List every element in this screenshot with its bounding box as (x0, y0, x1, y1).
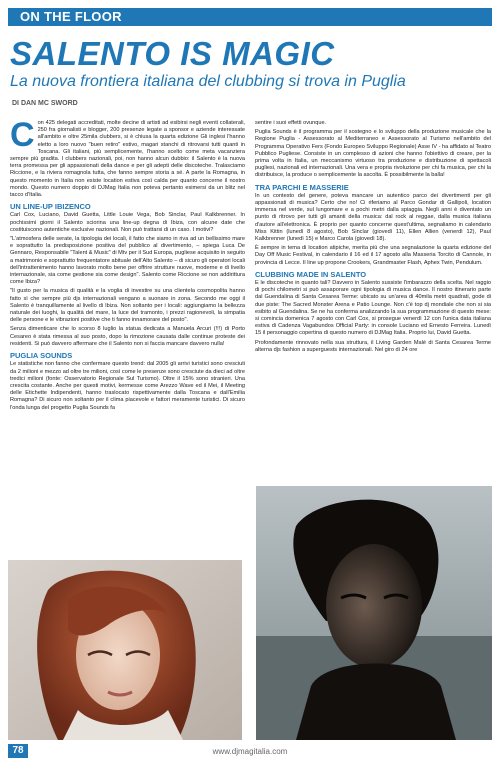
article-title: SALENTO IS MAGIC (10, 35, 335, 72)
article-subtitle: La nuova frontiera italiana del clubbing si trova in Puglia (10, 73, 406, 90)
photo-woman (8, 560, 242, 740)
paragraph: "L'atmosfera delle serate, la tipologia dei locali, il fatto che siamo in riva ad un bellissimo mare e soprattutto la predisposizione positiva del pubblico al divertimento, – spiega Luca De Gennaro, Responsabile "Talent & Music" di Mtv per il Sud Europa, pugliese acquisito in seguito a matrimonio e soprattutto frequentatore abituale dell'Alto Salento – di sicuro gli operatori locali dell'intrattenimento hanno lavorato molto bene per offrire strutture nuove, moderne e di livello internazionale, sia come gestione sia come design". Salento come Riccione se non addirittura come Ibiza? (10, 236, 245, 286)
column-left (10, 116, 245, 486)
paragraph: Senza dimenticare che lo scorso 8 luglio la statua dedicata a Manuela Arcuri (!!!) di Porto Cesareo è stata rimessa al suo posto, dopo la rimozione causata dalle continue proteste dei residenti. Si può davvero affermare che il Salento non si faccia mancare davvero nulla! (10, 326, 245, 347)
section-heading-lineup: UN LINE-UP IBIZENCO (10, 202, 91, 212)
paragraph: Le statistiche non fanno che confermare questo trend: dal 2005 gli arrivi turistici sono cresciuti da 2 milioni e mezzo ad oltre tre milioni, così come le presenze sono cresciute da dieci ad oltre tredici milioni (fonte: Osservatorio Regionale Sul Turismo). Oltre il 15% sono stranieri. Una crescita costante. Anche per questi motivi, kermesse come Arezzo Wave ed il Mei, il Meeting delle Etichette Indipendenti, hanno traslocato rispettivamente dalla Toscana e dall'Emilia Romagna? Di sicuro non soltanto per il clima piacevole e fattori meramente turistici. Di sicuro l'onda lunga del progetto Puglia Sounds fa (10, 361, 245, 411)
section-label: ON THE FLOOR (20, 9, 122, 24)
drop-cap: C (10, 116, 35, 154)
paragraph: "Il gusto per la musica di qualità e la voglia di investire su una clientela cosmopolita hanno fatto sì che sempre più djs internazionali vengano a suonare in zona. Secondo me oggi il Salento è tranquillamente al livello di Ibiza. Non soltanto per i locali: aggiungiamo la bellezza naturale dei luoghi, la qualità del mare, la luce del tramonto, i prezzi ragionevoli, la simpatia delle persone e le vibrazioni positive che ti fanno innamorare del posto". (10, 288, 245, 324)
paragraph: sentire i suoi effetti ovunque. (255, 120, 327, 126)
paragraph: È sempre in tema di location atipiche, merita più che una segnalazione la quarta edizione del Day Off Music Festival, in calendario il 16 ed il 17 agosto alla Masseria Torcito di Cannole, in provincia di Lecce. Il line up propone Crookers, Grandmaster Flash, Aphex Twin, Pendulum. (255, 245, 491, 266)
byline: DI DAN MC SWORD (12, 100, 78, 107)
paragraph: In un contesto del genere, poteva mancare un autentico parco dei divertimenti per gli appassionati di musica? Certo che no! Ci riferiamo al Parco Gondar di Gallipoli, location immersa nel verde, sul lungomare e a pochi metri dalla spiaggia. Negli anni è diventato un punto di ritrovo per tutti gli amanti della musica: dal rock al reggae, dalla musica italiana d'autore all'elettronica. È proprio per quanto concerne quest'ultima, segnaliamo in calendario Miss Kittin (lunedì 8 agosto), Bob Sinclar (giovedì 11), Ellen Allien (venerdì 12), Paul Kalkbrenner (lunedì 15) e Marco Carola (giovedì 18). (255, 192, 491, 243)
column-right (255, 120, 491, 480)
footer-url: www.djmagitalia.com (212, 747, 288, 756)
section-heading-puglia-sounds: PUGLIA SOUNDS (10, 351, 73, 361)
section-heading-parchi: TRA PARCHI E MASSERIE (255, 182, 349, 192)
paragraph: Profondamente rinnovato nella sua struttura, il Living Garden Malé di Santa Cesarea Terme alterna djs fashion a superguests internazionali. Nel giro di 24 ore (255, 339, 491, 353)
intro-paragraph: Con 425 delegati accreditati, molte decine di artisti ad esibirsi negli eventi collaterali, 250 fra giornalisti e blogger, 200 presenze legate a sponsor e aziende interessate all'ambito e oltre 25mila clubbers, si è chiusa la quarta edizione Gli inglesi l'hanno eletto a loro nuovo "buen retiro" estivo, magari stanchi di ritrovarsi tutti quanti in Toscana. Gli italiani, più semplicemente, l'hanno scelto come meta vacanziera sempre più gradita. I clubbers nazionali, poi, non hanno alcun dubbio: il Salento è la nuova terra promessa per gli appassionati della dance e per gli adepti delle discoteche. Tralasciamo Riccione, e la riviera romagnola tutta, che fanno sempre storia a sé. A parte la Romagna, in questo momento in Italia non esiste location estiva così calda per quanto concerne il nostro mondo. Questo numero doppio di DJMag Italia non poteva pertanto esimersi da un blitz nel tacco d'Italia. (10, 116, 245, 199)
section-heading-clubbing: CLUBBING MADE IN SALENTO (255, 269, 367, 279)
paragraph: Puglia Sounds è il programma per il sostegno e lo sviluppo della produzione musicale che la Regione Puglia - Assessorato al Mediterraneo e Assessorato al Turismo nell'ambito del Programma Operativo Fers (Fondo Europeo Sviluppo Regionale) Asse IV - ha affidato al Teatro Pubblico Pugliese. Consiste in un complesso di azioni che hanno l'obiettivo di creare, per la prima volta in Italia, un meccanismo virtuoso tra produzione e distribuzione di spettacoli pugliesi, nazionali ed internazionali. Una vera e propria rivoluzione per chi fa musica, per chi la distribuisce, la produce o semplicemente la ascolta. È possibilmente la balla! (255, 129, 491, 179)
photo-man-image (256, 486, 492, 740)
photo-man (256, 486, 492, 740)
page-number: 78 (8, 744, 28, 758)
section-band (8, 8, 492, 26)
photo-woman-image (8, 560, 242, 740)
paragraph: E le discoteche in quanto tali? Davvero in Salento sussiste l'imbarazzo della scelta. Nel raggio di pochi chilometri si può assaporare ogni tipologia di musica dance. Il nostro itinerario parte dal Guendalina di Santa Cesarea Terme: ubicato su un'area di 40mila metri quadrati, gode di due piste: The Sacred Monster Arena e Patio Lounge. Non c'è top dj mondiale che non si sia esibito al Guendalina. Se ne ha conferma analizzando la sua programmazione di questo mese: si comincia domenica 7 agosto con Carl Cox, si prosegue venerdì 12 con l'unica data italiana estiva di Cadenza Vagabundos Official Party: in console Luciano ed Ernesto Ferreira. Lunedì 15 il personaggio copertina di questo numero di DJMag Italia. Proprio lui, David Guetta. (255, 280, 491, 337)
paragraph: Carl Cox, Luciano, David Guetta, Little Louie Vega, Bob Sinclar, Paul Kalkbrenner. In pochissimi giorni il Salento sciorina una line-up degna di Ibiza, con alcune date che costituiscono autentiche esclusive nazionali. Non può trattarsi di un caso. I motivi? (10, 212, 245, 233)
